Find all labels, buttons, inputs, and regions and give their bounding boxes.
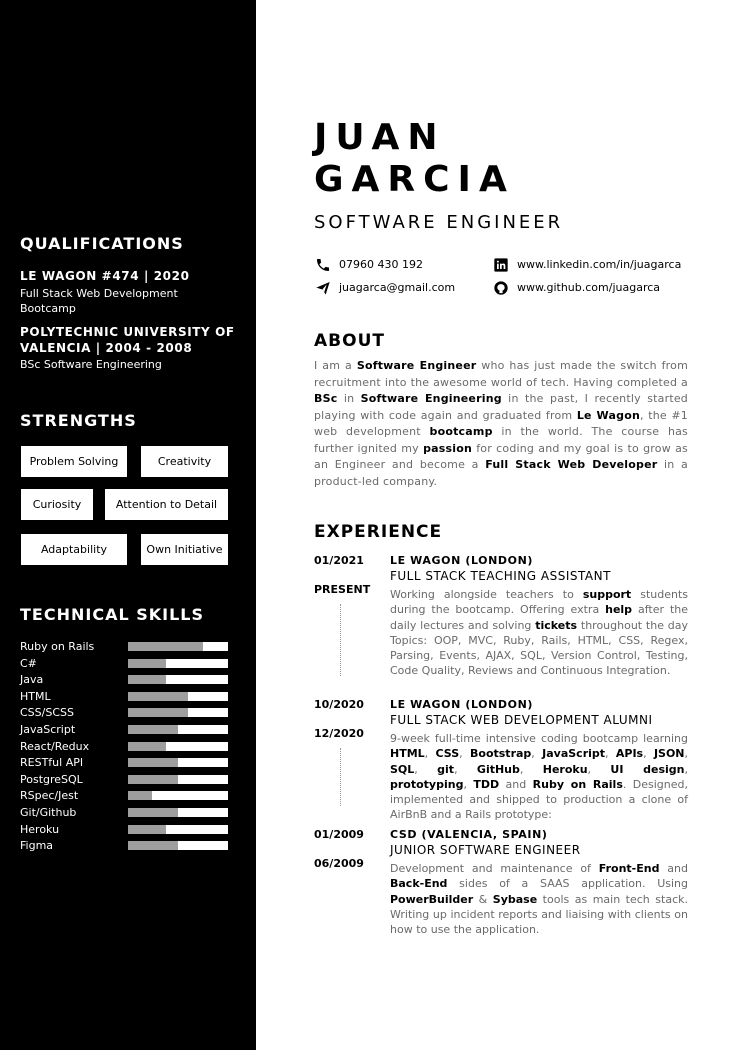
strength-tag: Creativity bbox=[141, 446, 228, 477]
skill-level-bar bbox=[128, 825, 228, 834]
about-heading: ABOUT bbox=[314, 331, 385, 351]
text-run: in a product-led company. bbox=[314, 458, 688, 488]
about-text bbox=[314, 358, 688, 490]
job-title: JUNIOR SOFTWARE ENGINEER bbox=[390, 843, 581, 857]
highlight-term: help bbox=[605, 603, 633, 617]
skill-level-bar bbox=[128, 725, 228, 734]
sidebar bbox=[0, 0, 256, 1050]
text-run: , bbox=[519, 762, 543, 776]
highlight-term: Le Wagon bbox=[576, 408, 640, 422]
strength-tag: Attention to Detail bbox=[105, 489, 228, 520]
job-description bbox=[390, 587, 688, 679]
text-run: , bbox=[424, 747, 436, 761]
skill-row bbox=[20, 805, 230, 821]
highlight-term: Full Stack Web Developer bbox=[485, 458, 658, 471]
text-run: for coding and my goal is to grow as an Engineer and become a bbox=[314, 441, 688, 471]
qualification-name: POLYTECHNIC UNIVERSITY OF VALENCIA | 2004 - 2008 bbox=[20, 325, 235, 355]
skill-name: Figma bbox=[20, 839, 54, 853]
linkedin-contact[interactable] bbox=[492, 257, 681, 273]
highlight-term: TDD bbox=[473, 777, 500, 791]
job-company: LE WAGON (LONDON) bbox=[390, 554, 534, 567]
text-run: , bbox=[605, 747, 616, 761]
text-run: & bbox=[473, 892, 493, 906]
text-run: , bbox=[684, 762, 688, 776]
highlight-term: PowerBuilder bbox=[390, 892, 474, 906]
email-address[interactable]: juagarca@gmail.com bbox=[339, 281, 456, 294]
phone-icon bbox=[314, 257, 332, 273]
skill-level-bar bbox=[128, 775, 228, 784]
skill-name: Java bbox=[20, 673, 44, 687]
text-run: students during the bootcamp. Offering extra bbox=[390, 588, 688, 617]
skill-level-fill bbox=[128, 791, 152, 800]
highlight-term: SQL bbox=[390, 762, 415, 776]
send-icon bbox=[314, 280, 332, 296]
job-end-date: 12/2020 bbox=[314, 727, 364, 740]
text-run: , bbox=[414, 762, 438, 776]
text-run: sides of a SAAS application. Using bbox=[447, 877, 688, 891]
text-run: after the daily lectures and solving bbox=[390, 603, 688, 632]
skill-name: Ruby on Rails bbox=[20, 640, 95, 653]
skill-level-fill bbox=[128, 659, 166, 668]
skill-row bbox=[20, 755, 230, 771]
highlight-term: tickets bbox=[535, 618, 578, 632]
highlight-term: HTML bbox=[390, 747, 425, 761]
job-title: FULL STACK TEACHING ASSISTANT bbox=[390, 569, 611, 583]
skill-level-bar bbox=[128, 791, 228, 800]
highlight-term: GitHub bbox=[476, 762, 520, 776]
first-name: JUAN bbox=[314, 117, 446, 158]
highlight-term: bootcamp bbox=[429, 425, 493, 438]
linkedin-url[interactable]: www.linkedin.com/in/juagarca bbox=[517, 258, 682, 271]
skill-row bbox=[20, 838, 230, 854]
highlight-term: CSS bbox=[435, 747, 460, 761]
qualifications-heading: QUALIFICATIONS bbox=[20, 234, 184, 253]
technical-skills-heading: TECHNICAL SKILLS bbox=[20, 605, 204, 624]
text-run: and bbox=[499, 777, 533, 791]
highlight-term: git bbox=[437, 762, 455, 776]
phone-contact bbox=[314, 257, 423, 273]
text-run: , bbox=[454, 762, 477, 776]
skill-level-fill bbox=[128, 725, 178, 734]
skill-row bbox=[20, 772, 230, 788]
skill-level-fill bbox=[128, 825, 166, 834]
highlight-term: Software Engineering bbox=[360, 392, 502, 405]
experience-heading: EXPERIENCE bbox=[314, 522, 443, 542]
skill-row bbox=[20, 822, 230, 838]
job-end-date: PRESENT bbox=[314, 583, 371, 596]
highlight-term: Ruby on Rails bbox=[532, 777, 623, 791]
skill-name: PostgreSQL bbox=[20, 772, 83, 786]
skill-level-fill bbox=[128, 808, 178, 817]
skill-name: RSpec/Jest bbox=[20, 789, 79, 803]
text-run: in bbox=[337, 392, 361, 405]
skill-level-fill bbox=[128, 708, 188, 717]
timeline-divider bbox=[340, 748, 341, 806]
linkedin-icon bbox=[492, 257, 510, 273]
job-company: CSD (VALENCIA, SPAIN) bbox=[390, 828, 548, 841]
strength-tag: Adaptability bbox=[21, 534, 127, 565]
qualification-desc: BSc Software Engineering bbox=[20, 358, 162, 371]
highlight-term: Software Engineer bbox=[356, 359, 477, 372]
text-run: tools as main tech stack. Writing up incident reports and liaising with clients on how to use the application. bbox=[390, 892, 688, 937]
text-run: , bbox=[643, 747, 654, 761]
text-run: throughout the day Topics: OOP, MVC, Ruby, Rails, HTML, CSS, Regex, Parsing, Events, AJAX, SQL, Version Control, Testing, Code Quality, Reviews and Continuous Integration. bbox=[390, 618, 689, 678]
github-contact[interactable] bbox=[492, 280, 660, 296]
skill-row bbox=[20, 689, 230, 705]
job-description bbox=[390, 731, 688, 823]
text-run: Working alongside teachers to bbox=[390, 588, 583, 601]
skill-row bbox=[20, 672, 230, 688]
highlight-term: Back-End bbox=[390, 877, 448, 891]
skill-level-fill bbox=[128, 775, 178, 784]
last-name: GARCIA bbox=[314, 159, 515, 200]
text-run: , bbox=[459, 747, 470, 761]
highlight-term: JSON bbox=[653, 747, 685, 761]
skill-row bbox=[20, 639, 230, 655]
email-contact[interactable] bbox=[314, 280, 455, 296]
skill-name: C# bbox=[20, 656, 37, 670]
skill-row bbox=[20, 705, 230, 721]
skill-level-fill bbox=[128, 841, 178, 850]
skill-name: JavaScript bbox=[20, 723, 76, 736]
skill-level-bar bbox=[128, 742, 228, 751]
skill-level-bar bbox=[128, 692, 228, 701]
text-run: , bbox=[587, 762, 611, 776]
qualification-name: LE WAGON #474 | 2020 bbox=[20, 269, 190, 283]
job-start-date: 01/2021 bbox=[314, 554, 364, 567]
highlight-term: support bbox=[582, 588, 632, 601]
text-run: I am a bbox=[314, 359, 357, 372]
job-company: LE WAGON (LONDON) bbox=[390, 698, 534, 711]
skill-row bbox=[20, 722, 230, 738]
strength-tag: Own Initiative bbox=[141, 534, 228, 565]
highlight-term: prototyping bbox=[390, 777, 464, 791]
skill-row bbox=[20, 739, 230, 755]
strength-tag: Curiosity bbox=[21, 489, 93, 520]
text-run: in the world. The course has further ignited my bbox=[314, 425, 688, 455]
job-role: SOFTWARE ENGINEER bbox=[314, 212, 564, 233]
github-icon bbox=[492, 280, 510, 296]
skill-name: Heroku bbox=[20, 822, 60, 836]
text-run: , bbox=[463, 777, 474, 791]
text-run: and bbox=[659, 862, 688, 875]
text-run: , the #1 web development bbox=[314, 408, 688, 438]
text-run: who has just made the switch from recruitment into the awesome world of tech. Having completed a bbox=[314, 359, 688, 389]
github-url[interactable]: www.github.com/juagarca bbox=[517, 281, 661, 294]
text-run: , bbox=[531, 747, 543, 761]
skill-level-bar bbox=[128, 841, 228, 850]
highlight-term: Bootstrap bbox=[470, 747, 532, 761]
skill-name: CSS/SCSS bbox=[20, 706, 74, 720]
highlight-term: BSc bbox=[314, 392, 338, 405]
job-start-date: 01/2009 bbox=[314, 828, 364, 841]
strength-tag: Problem Solving bbox=[21, 446, 127, 477]
text-run: Development and maintenance of bbox=[390, 862, 599, 875]
text-run: 9-week full-time intensive coding bootcamp learning bbox=[390, 732, 688, 745]
highlight-term: Sybase bbox=[492, 892, 538, 906]
highlight-term: Front-End bbox=[598, 862, 660, 875]
main-content bbox=[314, 0, 688, 1050]
skill-level-fill bbox=[128, 675, 166, 684]
text-run: , bbox=[684, 747, 689, 761]
skill-level-fill bbox=[128, 642, 203, 651]
qualification-desc: Full Stack Web Development Bootcamp bbox=[20, 287, 178, 315]
skill-level-bar bbox=[128, 642, 228, 651]
skill-level-bar bbox=[128, 659, 228, 668]
skill-name: RESTful API bbox=[20, 756, 84, 770]
text-run: in the past, I recently started playing with code again and graduated from bbox=[314, 392, 688, 422]
skill-row bbox=[20, 788, 230, 804]
skill-level-bar bbox=[128, 708, 228, 717]
highlight-term: APIs bbox=[615, 747, 644, 761]
skill-level-bar bbox=[128, 808, 228, 817]
job-title: FULL STACK WEB DEVELOPMENT ALUMNI bbox=[390, 713, 653, 727]
job-description bbox=[390, 861, 688, 937]
skill-level-fill bbox=[128, 758, 178, 767]
skill-name: HTML bbox=[20, 689, 51, 703]
job-start-date: 10/2020 bbox=[314, 698, 364, 711]
highlight-term: JavaScript bbox=[542, 747, 606, 761]
highlight-term: passion bbox=[423, 441, 473, 455]
highlight-term: UI design bbox=[610, 762, 685, 776]
strengths-heading: STRENGTHS bbox=[20, 411, 137, 430]
skill-name: Git/Github bbox=[20, 806, 77, 819]
skill-row bbox=[20, 656, 230, 672]
skill-level-fill bbox=[128, 742, 166, 751]
skill-level-bar bbox=[128, 758, 228, 767]
timeline-divider bbox=[340, 604, 341, 676]
skill-level-bar bbox=[128, 675, 228, 684]
phone-number: 07960 430 192 bbox=[339, 258, 423, 271]
text-run: . Designed, implemented and shipped to production a clone of AirBnB and a Rails prototype: bbox=[390, 777, 689, 822]
skill-name: React/Redux bbox=[20, 739, 90, 753]
highlight-term: Heroku bbox=[542, 762, 588, 776]
job-end-date: 06/2009 bbox=[314, 857, 364, 870]
skill-level-fill bbox=[128, 692, 188, 701]
